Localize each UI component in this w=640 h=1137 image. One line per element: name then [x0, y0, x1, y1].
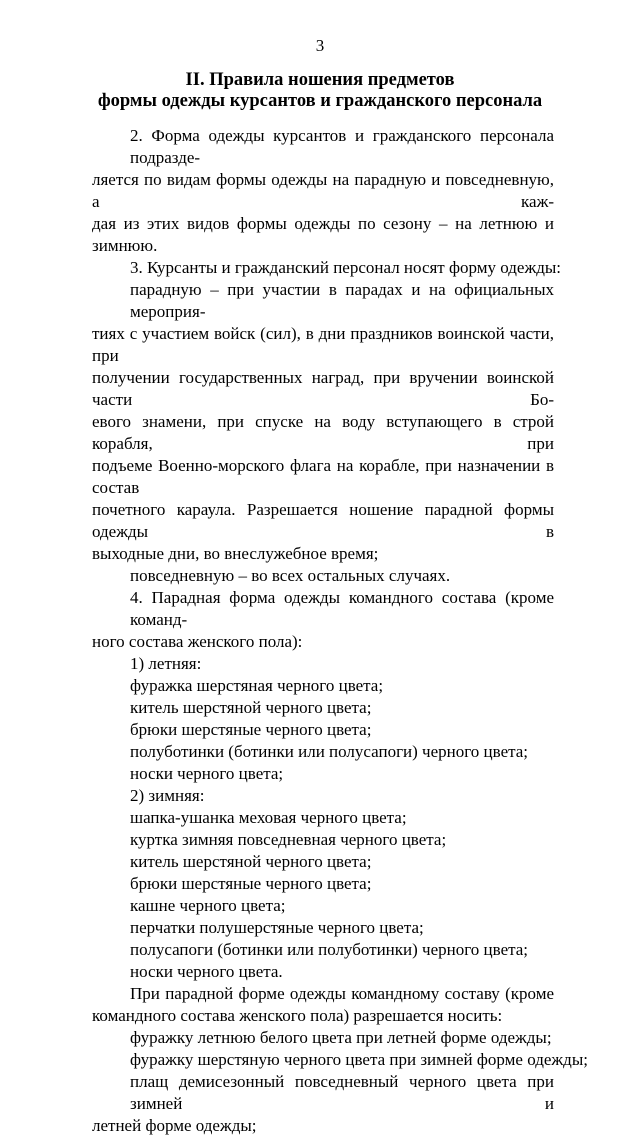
text-line: подъеме Военно-морского флага на корабле, при назначении в состав	[92, 456, 554, 497]
text-line: куртка зимняя повседневная черного цвета;	[130, 830, 447, 849]
text-line: носки черного цвета.	[130, 962, 283, 981]
text-line: перчатки полушерстяные черного цвета;	[130, 918, 424, 937]
text-line: дая из этих видов формы одежды по сезону – на летнюю и зимнюю.	[92, 214, 554, 255]
text-line: фуражку летнюю белого цвета при летней форме одежды;	[130, 1028, 552, 1047]
page-number: 3	[315, 36, 325, 55]
text-line: повседневную – во всех остальных случаях.	[130, 566, 451, 585]
text-line: 1) летняя:	[130, 654, 202, 673]
text-line: командного состава женского пола) разрешается носить:	[92, 1006, 503, 1025]
text-line: евого знамени, при спуске на воду вступающего в строй корабля, при	[92, 412, 554, 453]
text-line: фуражку шерстяную черного цвета при зимней форме одежды;	[130, 1050, 588, 1069]
text-line: летней форме одежды;	[92, 1116, 257, 1135]
text-line: брюки шерстяные черного цвета;	[130, 874, 372, 893]
section-heading	[0, 70, 640, 112]
text-line: тиях с участием войск (сил), в дни праздников воинской части, при	[92, 324, 554, 365]
text-line: носки черного цвета;	[130, 764, 284, 783]
text-line: При парадной форме одежды командному составу (кроме	[130, 984, 554, 1003]
text-line: ляется по видам формы одежды на парадную и повседневную, а каж-	[92, 170, 554, 211]
text-line: плащ демисезонный повседневный черного цвета при зимней и	[130, 1072, 554, 1113]
text-line: ного состава женского пола):	[92, 632, 303, 651]
text-line: 3. Курсанты и гражданский персонал носят форму одежды:	[130, 258, 562, 277]
text-line: китель шерстяной черного цвета;	[130, 698, 372, 717]
text-line: брюки шерстяные черного цвета;	[130, 720, 372, 739]
document-body	[92, 125, 588, 1137]
text-line: выходные дни, во внеслужебное время;	[92, 544, 379, 563]
text-line: шапка-ушанка меховая черного цвета;	[130, 808, 407, 827]
text-line: кашне черного цвета;	[130, 896, 286, 915]
text-line: парадную – при участии в парадах и на официальных мероприя-	[130, 280, 554, 321]
text-line: полуботинки (ботинки или полусапоги) черного цвета;	[130, 742, 529, 761]
text-line: почетного караула. Разрешается ношение парадной формы одежды в	[92, 500, 554, 541]
text-line: 4. Парадная форма одежды командного состава (кроме команд-	[130, 588, 554, 629]
text-line: китель шерстяной черного цвета;	[130, 852, 372, 871]
text-line: фуражка шерстяная черного цвета;	[130, 676, 384, 695]
text-line: получении государственных наград, при вручении воинской части Бо-	[92, 368, 554, 409]
text-line: 2) зимняя:	[130, 786, 205, 805]
section-heading-line-2: формы одежды курсантов и гражданского персонала	[97, 91, 543, 111]
text-line: полусапоги (ботинки или полуботинки) черного цвета;	[130, 940, 529, 959]
section-heading-line-1: II. Правила ношения предметов	[185, 70, 455, 90]
text-line: 2. Форма одежды курсантов и гражданского персонала подразде-	[130, 126, 554, 167]
